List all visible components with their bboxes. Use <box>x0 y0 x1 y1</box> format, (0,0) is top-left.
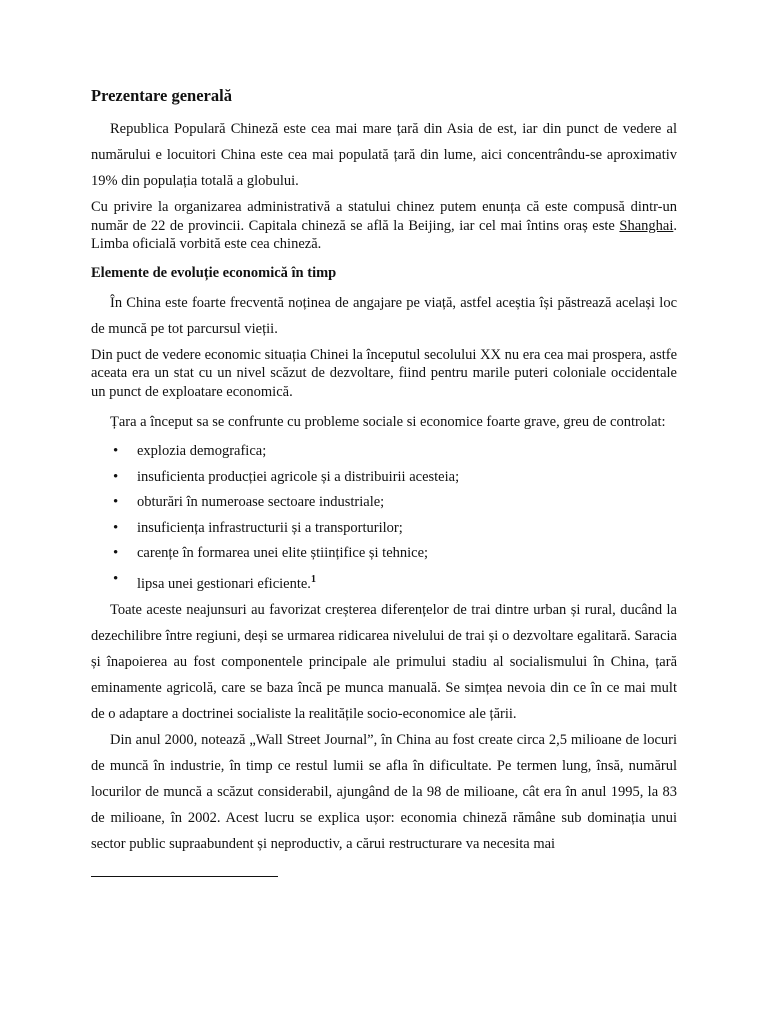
list-item-text: insuficiența infrastructurii și a transporturilor; <box>137 519 403 536</box>
footnote-reference[interactable]: 1 <box>310 573 316 585</box>
list-item <box>91 567 677 597</box>
paragraph-population: Republica Populară Chineză este cea mai mare țară din Asia de est, iar din punct de vedere al numărului e locuitori China este cea mai populată țară din lume, aici concentrându-se aproximativ 19% din populația totală a globului. <box>91 121 677 189</box>
paragraph-employment: În China este foarte frecventă noținea de angajare pe viață, astfel aceștia își păstrează același loc de muncă pe tot parcursul vieții. <box>91 294 677 337</box>
paragraph-administration-text: Cu privire la organizarea administrativă a statului chinez putem enunța că este compusă dintr-un număr de 22 de provincii. Capitala chineză se află la Beijing, iar cel mai întins oraș este <box>91 199 677 234</box>
list-item-text: lipsa unei gestionari eficiente. <box>137 575 311 592</box>
list-item-text: insuficienta producției agricole și a distribuirii acesteia; <box>137 468 460 485</box>
paragraph-administration <box>91 198 677 254</box>
list-item <box>91 490 677 516</box>
list-item-text: explozia demografica; <box>137 443 267 459</box>
paragraph-problems-intro: Țara a început sa se confrunte cu probleme sociale si economice foarte grave, greu de controlat: <box>110 414 666 430</box>
paragraph-early-economy: Din puct de vedere economic situația Chinei la începutul secolului XX nu era cea mai prospera, astfe aceata era un stat cu un nivel scăzut de dezvoltare, fiind pentru marile puteri coloniale occidentale un punct de exploatare economică. <box>91 346 677 400</box>
list-item <box>91 465 677 491</box>
footnote-separator <box>91 876 278 877</box>
paragraph-employment-stats: Din anul 2000, notează „Wall Street Journal”, în China au fost create circa 2,5 milioane de locuri de muncă în industrie, în timp ce restul lumii se afla în dificultate. Pe termen lung, însă, numărul locurilor de muncă a scăzut considerabil, ajungând de la 98 de milioane, cât era în anul 1995, la 83 de milioane, în 2002. Acest lucru se explica ușor: economia chineză rămâne sub dominația unui sector public supraabundent și neproductiv, a cărui restructurare va necesita mai <box>91 731 677 852</box>
list-item-text: obturări în numeroase sectoare industriale; <box>137 494 385 510</box>
paragraph-inequality: Toate aceste neajunsuri au favorizat creșterea diferențelor de trai dintre urban și rural, ducând la dezechilibre între regiuni, deși se urmarea ridicarea nivelului de trai și o dezvoltare egalitară. Saracia și înapoierea au fost componentele principale ale primului stadiu al socialismului în China, țară eminamente agricolă, care se baza încă pe munca manuală. Se simțea nevoia din ce în ce mai mult de o adaptare a doctrinei socialiste la realitățile socio-economice ale țării. <box>91 601 677 722</box>
list-item <box>91 541 677 567</box>
document-body <box>91 84 677 857</box>
section-title-economy: Elemente de evoluție economică în timp <box>91 264 337 281</box>
paragraph-administration-end: . Limba oficială vorbită este cea chineză. <box>91 217 677 252</box>
shanghai-link[interactable]: Shanghai <box>619 217 674 234</box>
section-title-overview: Prezentare generală <box>91 86 232 105</box>
list-item-text: carențe în formarea unei elite științifice și tehnice; <box>137 545 429 561</box>
list-item <box>91 516 677 542</box>
list-item <box>91 439 677 465</box>
problems-list <box>91 439 677 597</box>
